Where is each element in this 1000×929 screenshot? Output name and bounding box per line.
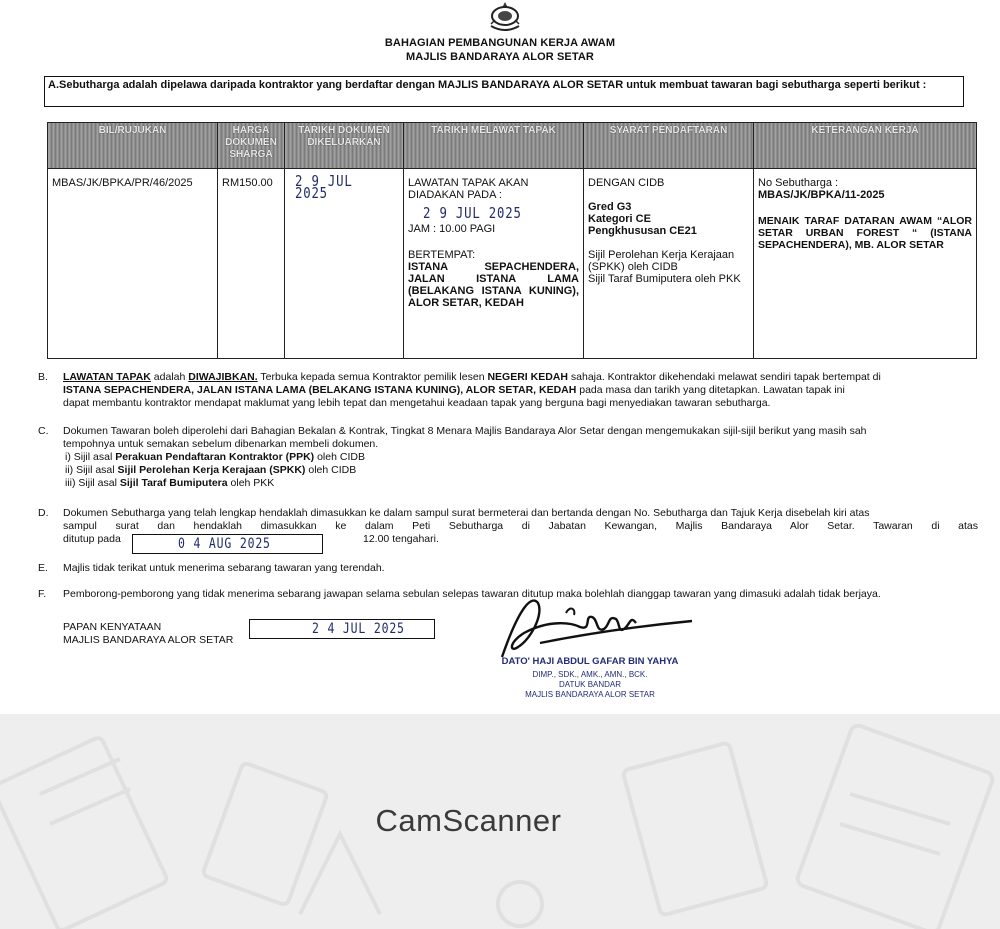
cell-harga: RM150.00 xyxy=(218,169,285,359)
no-sebutharga: MBAS/JK/BPKA/11-2025 xyxy=(758,189,885,201)
syarat-cidb: DENGAN CIDB xyxy=(588,177,665,189)
item-num: ii) xyxy=(65,464,74,476)
crest-emblem-icon xyxy=(487,0,523,34)
section-e-text: Majlis tidak terikat untuk menerima sebarang tawaran yang terendah. xyxy=(63,562,385,574)
item-bold: Perakuan Pendaftaran Kontraktor (PPK) xyxy=(115,451,315,463)
section-b-line3: dapat membantu kontraktor mendapat maklumat yang lebih tepat dan mengetahui keadaan tapak yang berguna bagi menyediakan tawaran sebutharga. xyxy=(63,397,771,409)
syarat-kategori: Kategori CE xyxy=(588,213,651,225)
closing-time: 12.00 tengahari. xyxy=(363,533,439,545)
notice-date-box xyxy=(249,619,435,639)
section-c-line1: Dokumen Tawaran boleh diperolehi dari Bahagian Bekalan & Kontrak, Tingkat 8 Menara Majlis Bandaraya Alor Setar dengan mengemukakan sijil-sijil berikut yang masih sah xyxy=(63,425,867,437)
signatory-name: DATO' HAJI ABDUL GAFAR BIN YAHYA xyxy=(501,656,679,667)
section-c-line2: tempohnya untuk semakan sebelum dibenarkan membeli dokumen. xyxy=(63,438,379,450)
cell-lawatan xyxy=(404,169,584,359)
negeri-kedah: NEGERI KEDAH xyxy=(487,371,568,383)
text-span: Sijil asal xyxy=(73,451,116,463)
bertempat-location: ISTANA SEPACHENDERA, JALAN ISTANA LAMA (BELAKANG ISTANA KUNING), ALOR SETAR, KEDAH xyxy=(408,261,579,309)
section-e-letter: E. xyxy=(38,562,48,574)
notice-line1: PAPAN KENYATAAN xyxy=(63,621,162,633)
signatory-org: MAJLIS BANDARAYA ALOR SETAR xyxy=(525,690,655,699)
syarat-gred: Gred G3 xyxy=(588,201,632,213)
closing-date-box xyxy=(132,534,323,554)
text-span: pada masa dan tarikh yang ditetapkan. Lawatan tapak ini xyxy=(576,384,845,396)
ditutup-label: ditutup pada xyxy=(63,533,121,545)
tender-table xyxy=(47,122,977,359)
header-harga: HARGA DOKUMEN SHARGA xyxy=(218,123,285,169)
section-b-letter: B. xyxy=(38,371,48,383)
camscanner-footer xyxy=(0,714,1000,929)
syarat-bumiputera: Sijil Taraf Bumiputera oleh PKK xyxy=(588,273,741,285)
signatory-honours: DIMP., SDK., AMK., AMN., BCK. xyxy=(532,670,648,679)
list-item xyxy=(63,477,978,490)
notice-line2: MAJLIS BANDARAYA ALOR SETAR xyxy=(63,634,234,646)
item-bold: Sijil Perolehan Kerja Kerajaan (SPKK) xyxy=(117,464,306,476)
lawatan-intro: LAWATAN TAPAK AKAN DIADAKAN PADA : xyxy=(408,177,529,201)
item-num: i) xyxy=(65,451,71,463)
header-title: BAHAGIAN PEMBANGUNAN KERJA AWAM xyxy=(384,37,616,49)
section-d-line1: Dokumen Sebutharga yang telah lengkap hendaklah dimasukkan ke dalam sampul surat bermeterai dan bertanda dengan No. Sebutharga dan Tajuk Kerja disebelah kiri atas xyxy=(63,507,870,519)
text-span: adalah xyxy=(150,371,189,383)
bertempat-label: BERTEMPAT: xyxy=(408,249,476,261)
table-row xyxy=(48,169,977,359)
header-tarikh-melawat: TARIKH MELAWAT TAPAK xyxy=(404,123,584,169)
cell-rujukan: MBAS/JK/BPKA/PR/46/2025 xyxy=(48,169,218,359)
syarat-pengkhususan: Pengkhususan CE21 xyxy=(588,225,697,237)
lawatan-tapak-label: LAWATAN TAPAK xyxy=(63,371,151,383)
text-span: oleh PKK xyxy=(227,477,275,489)
lokasi-bold: ISTANA SEPACHENDERA, JALAN ISTANA LAMA (BELAKANG ISTANA KUNING), ALOR SETAR, KEDAH xyxy=(63,384,577,396)
text-span: Sijil asal xyxy=(76,464,118,476)
table-header-row xyxy=(48,123,977,169)
signature-icon xyxy=(480,585,700,660)
text-span: oleh CIDB xyxy=(314,451,365,463)
header-keterangan: KETERANGAN KERJA xyxy=(754,123,977,169)
header-subtitle: MAJLIS BANDARAYA ALOR SETAR xyxy=(406,51,594,63)
list-item xyxy=(63,451,978,464)
text-span: Terbuka kepada semua Kontraktor pemilik lesen xyxy=(257,371,488,383)
notice-label xyxy=(63,621,233,647)
header-syarat: SYARAT PENDAFTARAN xyxy=(584,123,754,169)
text-span: Sijil asal xyxy=(78,477,120,489)
date-stamp-issued: 2 9 JUL 2025 xyxy=(295,172,353,202)
syarat-spkk: Sijil Perolehan Kerja Kerajaan (SPKK) oleh CIDB xyxy=(588,249,735,273)
date-stamp-notice: 2 4 JUL 2025 xyxy=(312,621,406,637)
no-sebutharga-label: No Sebutharga : xyxy=(758,177,839,189)
signatory-title: DATUK BANDAR xyxy=(558,680,622,689)
text-span: oleh CIDB xyxy=(305,464,357,476)
section-c-letter: C. xyxy=(38,425,49,437)
diwajibkan-label: DIWAJIBKAN. xyxy=(188,371,258,383)
section-a-box: A.Sebutharga adalah dipelawa daripada kontraktor yang berdaftar dengan MAJLIS BANDARAYA ALOR SETAR untuk membuat tawaran bagi sebutharga seperti berikut : xyxy=(44,76,964,107)
header-tarikh-dokumen: TARIKH DOKUMEN DIKELUARKAN xyxy=(285,123,404,169)
lawatan-jam: JAM : 10.00 PAGI xyxy=(408,223,496,235)
signature-block xyxy=(480,585,700,715)
date-stamp-visit: 2 9 JUL 2025 xyxy=(423,204,522,222)
item-num: iii) xyxy=(65,477,76,489)
date-stamp-closing: 0 4 AUG 2025 xyxy=(177,536,271,552)
text-span: sahaja. Kontraktor dikehendaki melawat sendiri tapak bertempat di xyxy=(567,371,881,383)
cell-tarikh-dikeluarkan xyxy=(285,169,404,359)
keterangan-kerja: MENAIK TARAF DATARAN AWAM “ALOR SETAR URBAN FOREST “ (ISTANA SEPACHENDERA), MB. ALOR SETAR xyxy=(758,215,972,251)
cell-keterangan xyxy=(754,169,977,359)
camscanner-brand: CamScanner xyxy=(375,803,562,838)
section-d-line2: sampul surat dan hendaklah dimasukkan ke dalam Peti Sebutharga di Jabatan Kewangan, Majlis Bandaraya Alor Setar. Tawaran di atas xyxy=(63,520,978,532)
item-bold: Sijil Taraf Bumiputera xyxy=(119,477,228,489)
section-d-letter: D. xyxy=(38,507,49,519)
header-rujukan: BIL/RUJUKAN xyxy=(48,123,218,169)
section-f-letter: F. xyxy=(38,588,47,600)
cell-syarat xyxy=(584,169,754,359)
section-f-text: Pemborong-pemborong yang tidak menerima sebarang jawapan selama sebulan selepas tawaran ditutup maka bolehlah dianggap tawaran yang dimasuki adalah tidak berjaya. xyxy=(63,588,881,600)
list-item xyxy=(63,464,978,477)
